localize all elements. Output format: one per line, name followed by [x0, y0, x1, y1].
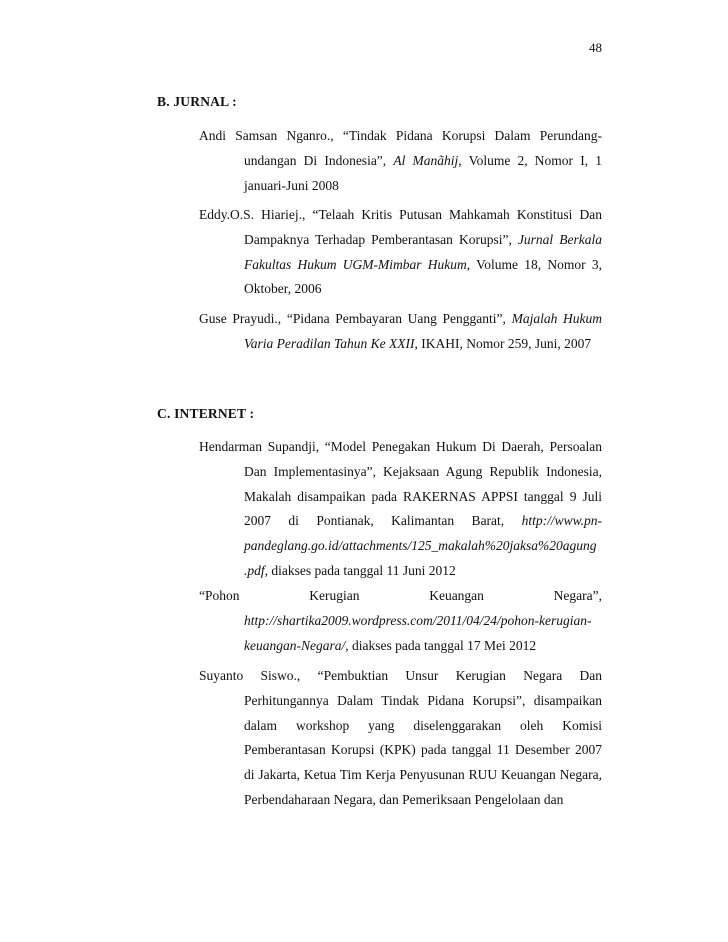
reference-line: [244, 460, 602, 485]
reference-line: [244, 714, 602, 739]
italic-text: .pdf: [244, 562, 265, 578]
text-segment: Dampaknya Terhadap Pemberantasan Korupsi”,: [244, 231, 518, 247]
text-segment: dalam workshop yang diselenggarakan oleh Komisi: [244, 717, 602, 733]
reference-line: [244, 277, 602, 302]
text-segment: 2007 di Pontianak, Kalimantan Barat,: [244, 513, 522, 529]
text-segment: , Volume 2, Nomor I, 1: [458, 152, 603, 168]
reference-line: [199, 664, 602, 689]
reference-line: [244, 485, 602, 510]
italic-text: Fakultas Hukum UGM-Mimbar Hukum: [244, 256, 467, 272]
reference-line: [199, 307, 602, 332]
text-segment: , IKAHI, Nomor 259, Juni, 2007: [414, 335, 592, 351]
reference-entry: [199, 584, 602, 658]
italic-text: pandeglang.go.id/attachments/125_makalah%20jaksa%20agung: [244, 538, 597, 554]
reference-line: [244, 228, 602, 253]
reference-line: [199, 203, 602, 228]
text-segment: Pemberantasan Korupsi (KPK) pada tanggal 11 Desember 2007: [244, 742, 602, 758]
section-heading-jurnal: B. JURNAL :: [157, 94, 237, 109]
reference-line: [244, 534, 602, 559]
text-segment: Perbendaharaan Negara, dan Pemeriksaan Pengelolaan dan: [244, 791, 564, 807]
text-segment: di Jakarta, Ketua Tim Kerja Penyusunan RUU Keuangan Negara,: [244, 767, 602, 783]
text-segment: januari-Juni 2008: [244, 177, 339, 193]
reference-entry: [199, 664, 602, 813]
text-segment: Oktober, 2006: [244, 281, 322, 297]
italic-text: Jurnal Berkala: [517, 231, 603, 247]
reference-entry: [199, 203, 602, 302]
reference-line: [244, 634, 602, 659]
reference-line: [244, 509, 602, 534]
reference-line: [244, 149, 602, 174]
text-segment: Makalah disampaikan pada RAKERNAS APPSI tanggal 9 Juli: [244, 488, 602, 504]
text-segment: , Volume 18, Nomor 3,: [466, 256, 602, 272]
text-segment: Andi Samsan Nganro., “Tindak Pidana Korupsi Dalam Perundang-: [199, 128, 602, 143]
text-segment: Suyanto Siswo., “Pembuktian Unsur Kerugian Negara Dan: [199, 668, 602, 683]
reference-entry: [199, 435, 602, 584]
section-heading-internet: C. INTERNET :: [157, 406, 255, 421]
reference-line: [199, 124, 602, 149]
italic-text: Al Manãhij: [393, 152, 459, 168]
reference-entry: [199, 124, 602, 198]
italic-text: http://shartika2009.wordpress.com/2011/04/24/pohon-kerugian-: [244, 612, 592, 628]
reference-line: [244, 738, 602, 763]
text-segment: , diakses pada tanggal 11 Juni 2012: [264, 562, 456, 578]
reference-line: [244, 689, 602, 714]
text-segment: Perhitungannya Dalam Tindak Pidana Korupsi”, disampaikan: [244, 692, 602, 708]
text-segment: Eddy.O.S. Hiariej., “Telaah Kritis Putusan Mahkamah Konstitusi Dan: [199, 207, 602, 222]
page-number: 48: [589, 40, 602, 55]
text-segment: Dan Implementasinya”, Kejaksaan Agung Republik Indonesia,: [244, 463, 602, 479]
reference-line: [244, 609, 602, 634]
reference-line: [244, 763, 602, 788]
text-segment: “Pohon Kerugian Keuangan Negara”,: [199, 588, 602, 603]
reference-line: [244, 788, 602, 813]
text-segment: , diakses pada tanggal 17 Mei 2012: [345, 637, 537, 653]
text-segment: Guse Prayudi., “Pidana Pembayaran Uang Pengganti”,: [199, 311, 512, 326]
reference-line: [199, 435, 602, 460]
reference-line: [244, 174, 602, 199]
reference-entry: [199, 307, 602, 357]
reference-line: [244, 332, 602, 357]
italic-text: keuangan-Negara/: [244, 637, 346, 653]
italic-text: Majalah Hukum: [511, 311, 602, 326]
italic-text: http://www.pn-: [521, 513, 602, 529]
reference-line: [244, 559, 602, 584]
text-segment: undangan Di Indonesia”,: [244, 152, 394, 168]
text-segment: Hendarman Supandji, “Model Penegakan Hukum Di Daerah, Persoalan: [199, 439, 602, 454]
reference-line: [199, 584, 602, 609]
reference-line: [244, 253, 602, 278]
italic-text: Varia Peradilan Tahun Ke XXII: [244, 335, 415, 351]
